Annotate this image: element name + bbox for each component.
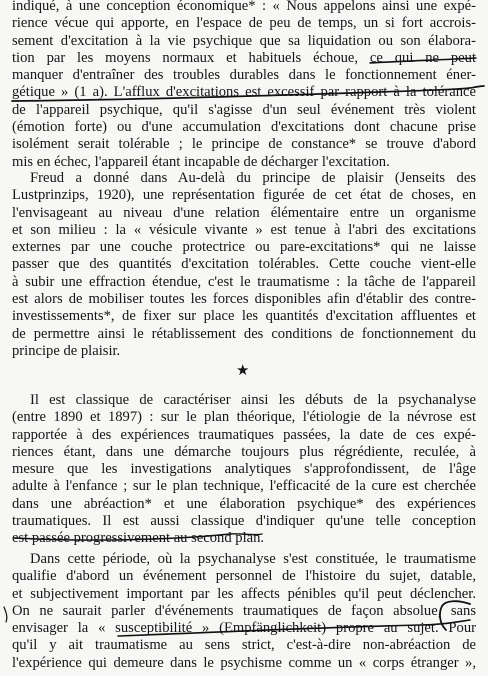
text-line: de l'appareil psychique, qu'il s'agisse d'un seul événement très violent [12, 101, 476, 118]
text-line: l'envisageant au niveau d'une relation élémentaire entre un organisme [12, 204, 476, 221]
text-line: Freud a donné dans Au-delà du principe de plaisir (Jenseits des [30, 170, 476, 186]
text-line: envisager la « susceptibilité » (Empfänglichkeit) propre au sujet. Pour [12, 620, 476, 637]
text-line: Dans cette période, où la psychanalyse s'est constituée, le traumatisme [30, 551, 476, 567]
text-line: isolément serait tolérable ; le principe de constance* se trouve d'abord [12, 136, 476, 153]
text-line: tion par les moyens normaux et habituels échoue, ce qui ne peut [12, 49, 476, 66]
text-line: riences étant, dans une démarche toujours plus régrédiente, reculée, à [12, 443, 476, 460]
text-line: sement d'excitation à la vie psychique que sa liquidation ou son élabora- [12, 32, 476, 49]
section-separator-star: ★ [236, 363, 250, 379]
pen-bracket-mark [440, 601, 470, 630]
pen-underline [118, 620, 470, 636]
pen-underline [370, 58, 476, 63]
text-line: (émotion forte) ou d'une accumulation d'excitations dont chacune prise [12, 119, 476, 136]
text-line: mesure que les investigations analytiques s'approfondissent, de l'âge [12, 461, 476, 478]
text-line: de permettre ainsi le rétablissement des conditions de fonctionnement du [12, 325, 476, 342]
pen-margin-mark [4, 607, 7, 622]
text-line: et son milieu : la « vésicule vivante » est tenue à l'abri des excitations [12, 221, 476, 238]
text-line: manquer d'entraîner des troubles durables dans le fonctionnement éner- [12, 67, 476, 84]
text-line: qu'il y ait traumatisme au sens strict, c'est-à-dire non-abréaction de [12, 637, 476, 654]
text-line: indiqué, à une conception économique* : « Nous appelons ainsi une expé- [12, 0, 476, 14]
text-line: investissements*, de fixer sur place les quantités d'excitation affluentes et [12, 308, 476, 325]
pen-underline [14, 534, 262, 540]
text-line: On ne saurait parler d'événements traumatiques de façon absolue, sans [12, 602, 476, 619]
text-line: mis en échec, l'appareil étant incapable de décharger l'excitation. [12, 153, 390, 170]
text-line: Lustprinzips, 1920), une représentation figurée de cet état de choses, en [12, 187, 476, 204]
text-line: externes par une couche protectrice ou pare-excitations* qui ne laisse [12, 239, 476, 256]
text-line: l'expérience qui demeure dans le psychisme comme un « corps étranger », [12, 654, 476, 671]
text-line: adulte à l'enfance ; sur le plan technique, l'efficacité de la cure est cherchée [12, 478, 476, 495]
text-line: rience vécue qui apporte, en l'espace de peu de temps, un si fort accrois- [12, 15, 476, 32]
text-line: est passée progressivement au second plan. [12, 530, 265, 547]
text-line: est alors de mobiliser toutes les forces disponibles afin d'établir des contre- [12, 291, 476, 308]
text-line: Il est classique de caractériser ainsi les débuts de la psychanalyse [30, 392, 476, 408]
text-line: qualifie d'abord un événement personnel de l'histoire du sujet, datable, [12, 568, 476, 585]
text-line: rapportée à des expériences traumatiques passées, la date de ces expé- [12, 426, 476, 443]
text-line: dans une abréaction* et une élaboration psychique* des expériences [12, 495, 476, 512]
text-line: à subir une effraction étendue, c'est le traumatisme : la tâche de l'appareil [12, 273, 476, 290]
pen-underline [12, 86, 484, 101]
text-line: principe de plaisir. [12, 342, 121, 359]
text-line: traumatiques. Il est aussi classique d'indiquer qu'une telle conception [12, 513, 476, 530]
text-line: (entre 1890 et 1897) : sur le plan théorique, l'étiologie de la névrose est [12, 409, 476, 426]
text-line: passer que des quantités d'excitation tolérables. Cette couche vient-elle [12, 256, 476, 273]
text-line: et subjectivement important par les affects pénibles qu'il peut déclencher. [12, 585, 476, 602]
text-line: gétique » (1 a). L'afflux d'excitations est excessif par rapport à la tolérance [12, 84, 476, 101]
